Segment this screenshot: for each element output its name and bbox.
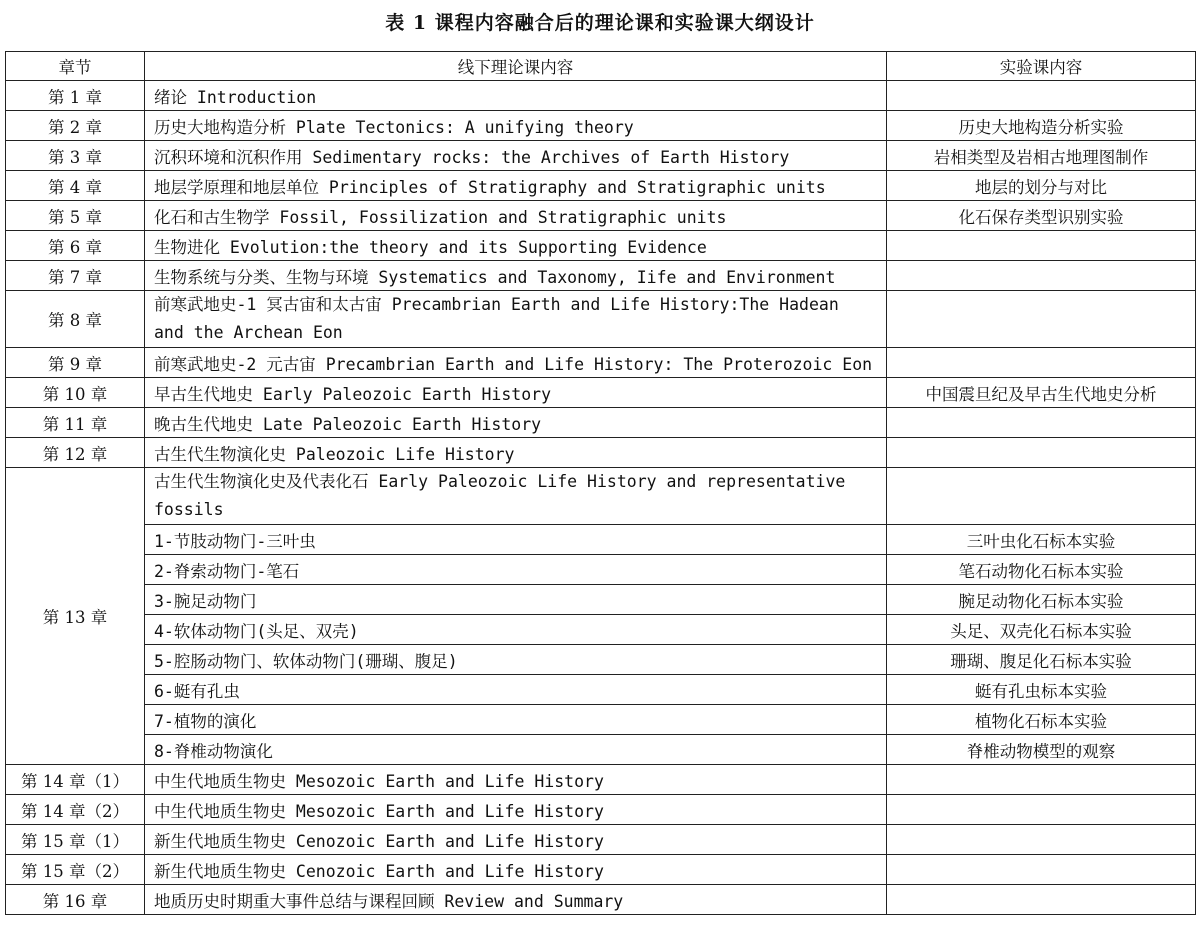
header-row bbox=[6, 52, 1196, 81]
theory-cell: 前寒武地史-1 冥古宙和太古宙 Precambrian Earth and Life History:The Hadean and the Archean Eon bbox=[145, 291, 887, 348]
theory-cell: 晚古生代地史 Late Paleozoic Earth History bbox=[145, 408, 887, 438]
theory-cell: 中生代地质生物史 Mesozoic Earth and Life History bbox=[145, 765, 887, 795]
theory-cell: 6-蜓有孔虫 bbox=[145, 675, 887, 705]
experiment-cell: 笔石动物化石标本实验 bbox=[887, 555, 1196, 585]
experiment-cell: 植物化石标本实验 bbox=[887, 705, 1196, 735]
table-row bbox=[6, 111, 1196, 141]
table-row bbox=[6, 438, 1196, 468]
chapter-cell: 第 11 章 bbox=[6, 408, 145, 438]
theory-cell: 2-脊索动物门-笔石 bbox=[145, 555, 887, 585]
table-row bbox=[6, 261, 1196, 291]
experiment-cell: 脊椎动物模型的观察 bbox=[887, 735, 1196, 765]
chapter-cell: 第 3 章 bbox=[6, 141, 145, 171]
theory-cell: 5-腔肠动物门、软体动物门(珊瑚、腹足) bbox=[145, 645, 887, 675]
experiment-cell: 头足、双壳化石标本实验 bbox=[887, 615, 1196, 645]
table-row bbox=[6, 348, 1196, 378]
table-row bbox=[6, 378, 1196, 408]
chapter-cell: 第 5 章 bbox=[6, 201, 145, 231]
experiment-cell: 珊瑚、腹足化石标本实验 bbox=[887, 645, 1196, 675]
table-row bbox=[6, 765, 1196, 795]
chapter-cell: 第 8 章 bbox=[6, 291, 145, 348]
theory-cell: 中生代地质生物史 Mesozoic Earth and Life History bbox=[145, 795, 887, 825]
table-row bbox=[6, 468, 1196, 525]
experiment-cell bbox=[887, 825, 1196, 855]
theory-cell: 地质历史时期重大事件总结与课程回顾 Review and Summary bbox=[145, 885, 887, 915]
experiment-cell bbox=[887, 261, 1196, 291]
theory-cell: 7-植物的演化 bbox=[145, 705, 887, 735]
experiment-cell bbox=[887, 795, 1196, 825]
theory-cell: 古生代生物演化史 Paleozoic Life History bbox=[145, 438, 887, 468]
chapter-cell: 第 10 章 bbox=[6, 378, 145, 408]
theory-cell: 历史大地构造分析 Plate Tectonics: A unifying theory bbox=[145, 111, 887, 141]
table-row bbox=[6, 201, 1196, 231]
chapter-cell: 第 4 章 bbox=[6, 171, 145, 201]
table-row bbox=[6, 555, 1196, 585]
chapter-cell: 第 12 章 bbox=[6, 438, 145, 468]
header-experiment: 实验课内容 bbox=[887, 52, 1196, 81]
chapter-cell: 第 1 章 bbox=[6, 81, 145, 111]
experiment-cell: 岩相类型及岩相古地理图制作 bbox=[887, 141, 1196, 171]
table-row bbox=[6, 408, 1196, 438]
theory-cell: 8-脊椎动物演化 bbox=[145, 735, 887, 765]
experiment-cell: 腕足动物化石标本实验 bbox=[887, 585, 1196, 615]
chapter-cell: 第 15 章（2） bbox=[6, 855, 145, 885]
chapter-cell-13: 第 13 章 bbox=[6, 468, 145, 765]
table-row bbox=[6, 855, 1196, 885]
theory-cell: 早古生代地史 Early Paleozoic Earth History bbox=[145, 378, 887, 408]
table-row bbox=[6, 795, 1196, 825]
theory-cell: 3-腕足动物门 bbox=[145, 585, 887, 615]
chapter-cell: 第 14 章（1） bbox=[6, 765, 145, 795]
table-row bbox=[6, 645, 1196, 675]
table-caption: 表 1 课程内容融合后的理论课和实验课大纲设计 bbox=[385, 12, 815, 34]
table-row bbox=[6, 885, 1196, 915]
experiment-cell bbox=[887, 231, 1196, 261]
experiment-cell: 历史大地构造分析实验 bbox=[887, 111, 1196, 141]
theory-cell: 古生代生物演化史及代表化石 Early Paleozoic Life History and representative fossils bbox=[145, 468, 887, 525]
table-row bbox=[6, 525, 1196, 555]
chapter-cell: 第 15 章（1） bbox=[6, 825, 145, 855]
experiment-cell: 化石保存类型识别实验 bbox=[887, 201, 1196, 231]
theory-cell: 生物系统与分类、生物与环境 Systematics and Taxonomy, Iife and Environment bbox=[145, 261, 887, 291]
theory-cell: 前寒武地史-2 元古宙 Precambrian Earth and Life History: The Proterozoic Eon bbox=[145, 348, 887, 378]
theory-cell: 1-节肢动物门-三叶虫 bbox=[145, 525, 887, 555]
chapter-cell: 第 6 章 bbox=[6, 231, 145, 261]
experiment-cell: 地层的划分与对比 bbox=[887, 171, 1196, 201]
experiment-cell bbox=[887, 438, 1196, 468]
header-theory: 线下理论课内容 bbox=[145, 52, 887, 81]
course-outline-table bbox=[5, 51, 1196, 915]
experiment-cell: 中国震旦纪及早古生代地史分析 bbox=[887, 378, 1196, 408]
table-row bbox=[6, 231, 1196, 261]
table-row bbox=[6, 81, 1196, 111]
chapter-cell: 第 2 章 bbox=[6, 111, 145, 141]
table-row bbox=[6, 735, 1196, 765]
theory-cell: 化石和古生物学 Fossil, Fossilization and Stratigraphic units bbox=[145, 201, 887, 231]
chapter-cell: 第 16 章 bbox=[6, 885, 145, 915]
table-row bbox=[6, 675, 1196, 705]
table-row bbox=[6, 171, 1196, 201]
experiment-cell bbox=[887, 468, 1196, 525]
theory-cell: 地层学原理和地层单位 Principles of Stratigraphy and Stratigraphic units bbox=[145, 171, 887, 201]
chapter-cell: 第 14 章（2） bbox=[6, 795, 145, 825]
chapter-cell: 第 7 章 bbox=[6, 261, 145, 291]
table-row bbox=[6, 141, 1196, 171]
experiment-cell bbox=[887, 885, 1196, 915]
experiment-cell bbox=[887, 81, 1196, 111]
table-row bbox=[6, 291, 1196, 348]
experiment-cell bbox=[887, 855, 1196, 885]
table-row bbox=[6, 585, 1196, 615]
experiment-cell bbox=[887, 408, 1196, 438]
experiment-cell: 三叶虫化石标本实验 bbox=[887, 525, 1196, 555]
table-row bbox=[6, 825, 1196, 855]
theory-cell: 生物进化 Evolution:the theory and its Supporting Evidence bbox=[145, 231, 887, 261]
table-row bbox=[6, 615, 1196, 645]
experiment-cell bbox=[887, 291, 1196, 348]
experiment-cell: 蜓有孔虫标本实验 bbox=[887, 675, 1196, 705]
table-row bbox=[6, 705, 1196, 735]
experiment-cell bbox=[887, 348, 1196, 378]
header-chapter: 章节 bbox=[6, 52, 145, 81]
chapter-cell: 第 9 章 bbox=[6, 348, 145, 378]
theory-cell: 4-软体动物门(头足、双壳) bbox=[145, 615, 887, 645]
experiment-cell bbox=[887, 765, 1196, 795]
theory-cell: 沉积环境和沉积作用 Sedimentary rocks: the Archives of Earth History bbox=[145, 141, 887, 171]
theory-cell: 绪论 Introduction bbox=[145, 81, 887, 111]
theory-cell: 新生代地质生物史 Cenozoic Earth and Life History bbox=[145, 825, 887, 855]
theory-cell: 新生代地质生物史 Cenozoic Earth and Life History bbox=[145, 855, 887, 885]
